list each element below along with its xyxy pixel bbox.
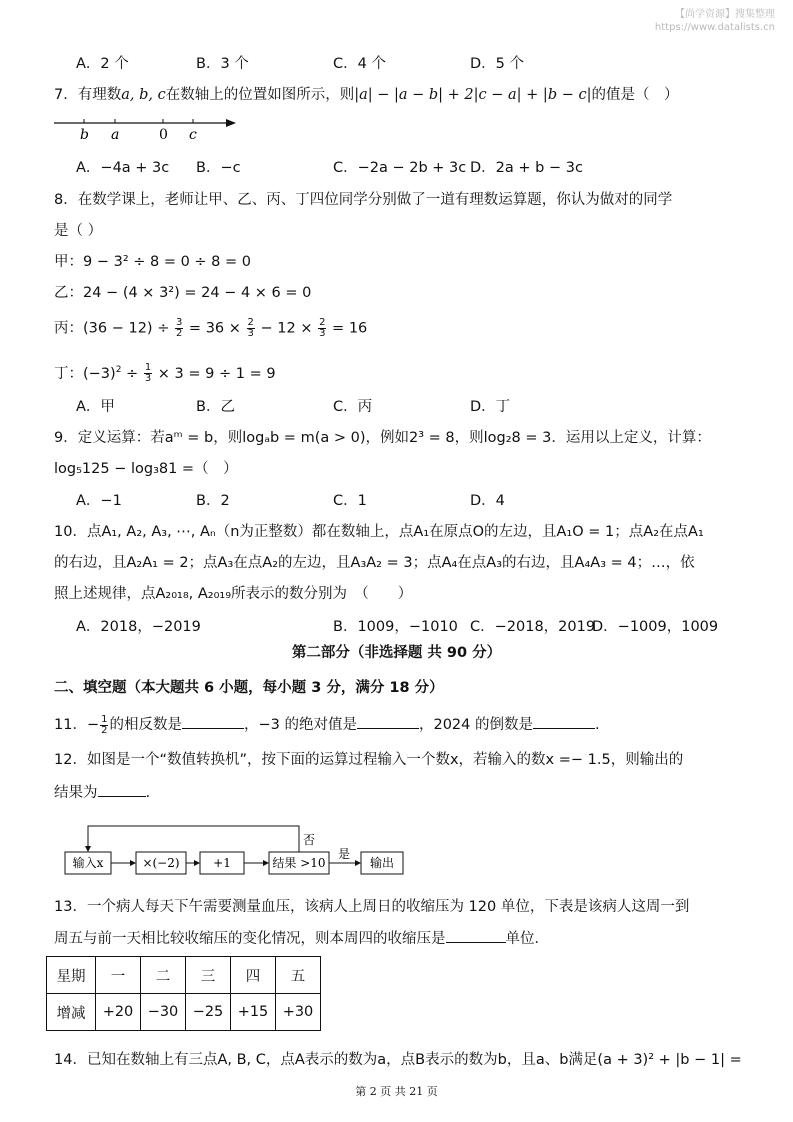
q8-option-b: B．乙 xyxy=(196,399,235,415)
flow-output-label: 输出 xyxy=(369,856,395,870)
table-cell: +20 xyxy=(96,994,141,1031)
q14-stem-line1: 14．已知在数轴上有三点A, B, C，点A表示的数为a，点B表示的数为b，且a、b满足(a + 3)² + |b − 1| = xyxy=(54,1052,742,1068)
section2-heading: 二、填空题（本大题共 6 小题，每小题 3 分，满分 18 分） xyxy=(54,680,444,696)
q13-blank xyxy=(446,928,506,943)
q6-option-b: B．3 个 xyxy=(196,56,249,72)
part2-title: 第二部分（非选择题 共 90 分） xyxy=(291,645,502,661)
q9-option-d: D．4 xyxy=(470,493,505,509)
q8-ding-label: 丁： xyxy=(54,365,83,382)
q11-part2: ，−3 的绝对值是 xyxy=(243,717,357,733)
q8-ding: 丁：$(-3)^2$ ÷ $\frac{1}{3}$ × 3 = 9 ÷ 1 = 9 xyxy=(54,362,276,385)
q9-option-b: B．2 xyxy=(196,493,230,509)
label-c: c xyxy=(189,127,197,143)
label-b: b xyxy=(80,127,89,143)
arrow-icon xyxy=(85,846,91,852)
flow-no-label: 否 xyxy=(303,833,316,847)
page-footer: 第 2 页 共 21 页 xyxy=(355,1085,438,1098)
q11-blank1 xyxy=(182,714,244,729)
q10-stem-line3: 照上述规律，点A₂₀₁₈, A₂₀₁₉所表示的数分别为 （ ） xyxy=(54,586,413,602)
q9-stem-line1: 9．定义运算：若aᵐ = b，则logₐb = m(a > 0)，例如2³ = 8，则log₂8 = 3．运用以上定义，计算： xyxy=(54,430,711,446)
flow-input-label: 输入x xyxy=(72,856,104,870)
arrow-icon xyxy=(194,860,200,866)
label-zero: 0 xyxy=(159,127,168,143)
q12-stem-line2 xyxy=(54,782,150,803)
watermark-line2: https://www.datalists.cn xyxy=(654,22,775,33)
table-cell: 星期 xyxy=(47,957,96,994)
q10-option-b: B．1009，−1010 xyxy=(333,619,458,635)
q13-line2-pre: 周五与前一天相比较收缩压的变化情况，则本周四的收缩压是 xyxy=(54,931,446,947)
q11-blank2 xyxy=(357,714,419,729)
q12-flowchart xyxy=(60,824,410,880)
q7-option-a: A．−4a + 3c xyxy=(76,160,170,176)
q7-stem xyxy=(54,85,678,105)
q8-stem-line1: 8．在数学课上，老师让甲、乙、丙、丁四位同学分别做了一道有理数运算题，你认为做对的同学 xyxy=(54,192,673,208)
table-cell: +30 xyxy=(276,994,321,1031)
table-cell: −25 xyxy=(186,994,231,1031)
q12-blank xyxy=(98,782,146,797)
flow-loop-back xyxy=(88,826,299,852)
table-cell: +15 xyxy=(231,994,276,1031)
q7-expression: |a| − |a − b| + 2|c − a| + |b − c| xyxy=(354,87,592,103)
q8-bing-label: 丙： xyxy=(54,320,83,337)
q11-part3: ，2024 的倒数是 xyxy=(418,717,533,733)
q7-number: 7． xyxy=(54,87,78,103)
q6-option-a: A．2 个 xyxy=(76,56,129,72)
q12-line2-text: 结果为 xyxy=(54,785,98,801)
q9-stem-line2: log₅125 − log₃81 =（ ） xyxy=(54,461,238,477)
q7-option-b: B．−c xyxy=(196,160,241,176)
q10-stem-line2: 的右边，且A₂A₁ = 2；点A₃在点A₂的左边，且A₃A₂ = 3；点A₄在点A₃的右边，且A₄A₃ = 4；…，依 xyxy=(54,555,695,571)
flow-plus-label: +1 xyxy=(213,856,231,870)
arrow-icon xyxy=(355,860,361,866)
table-cell: −30 xyxy=(141,994,186,1031)
arrow-icon xyxy=(263,860,269,866)
q8-yi: 乙：24 − (4 × 3²) = 24 − 4 × 6 = 0 xyxy=(54,285,312,301)
q11-part4: . xyxy=(594,717,600,733)
q10-option-c: C．−2018，2019 xyxy=(470,619,596,635)
q12-line2-end: . xyxy=(145,785,151,801)
q11-part1: 的相反数是 xyxy=(109,717,182,733)
table-cell: 增减 xyxy=(47,994,96,1031)
q11-blank3 xyxy=(533,714,595,729)
table-header-row xyxy=(47,957,321,994)
q8-jia: 甲：9 − 3² ÷ 8 = 0 ÷ 8 = 0 xyxy=(54,254,252,270)
table-cell: 五 xyxy=(276,957,321,994)
q9-option-a: A．−1 xyxy=(76,493,122,509)
q10-option-a: A．2018，−2019 xyxy=(76,619,201,635)
watermark xyxy=(655,8,775,34)
q13-stem-line1: 13．一个病人每天下午需要测量血压，该病人上周日的收缩压为 120 单位，下表是该病人这周一到 xyxy=(54,899,690,915)
table-cell: 四 xyxy=(231,957,276,994)
q8-option-d: D．丁 xyxy=(470,399,511,415)
q13-line2-post: 单位． xyxy=(505,931,549,947)
q6-option-d: D．5 个 xyxy=(470,56,524,72)
arrow-icon xyxy=(130,860,136,866)
table-cell: 一 xyxy=(96,957,141,994)
label-a: a xyxy=(111,127,120,143)
q8-option-c: C．丙 xyxy=(333,399,373,415)
flow-yes-label: 是 xyxy=(338,847,351,861)
watermark-line1: 【尚学资源】搜集整理 xyxy=(675,9,775,20)
q10-stem-line1: 10．点A₁, A₂, A₃, ⋯, Aₙ（n为正整数）都在数轴上，点A₁在原点O的左边，且A₁O = 1；点A₂在点A₁ xyxy=(54,524,704,540)
table-cell: 三 xyxy=(186,957,231,994)
q13-stem-line2 xyxy=(54,928,549,949)
q9-option-c: C．1 xyxy=(333,493,367,509)
q7-text-post: 的值是（ ） xyxy=(591,87,679,103)
q6-option-c: C．4 个 xyxy=(333,56,386,72)
q7-option-c: C．−2a − 2b + 3c xyxy=(333,160,467,176)
q10-option-d: D．−1009，1009 xyxy=(592,619,719,635)
q8-bing: 丙：(36 − 12) ÷ $\frac{3}{2}$ = 36 × $\frac{2}{3}$ − 12 × $\frac{2}{3}$ = 16 xyxy=(54,317,368,339)
q7-text-pre: 有理数 xyxy=(77,87,122,103)
q7-option-d: D．2a + b − 3c xyxy=(470,160,583,176)
q11-stem: 11．− $\frac{1}{2}$ 的相反数是 ，−3 的绝对值是 ，2024 的倒数是 . xyxy=(54,713,600,736)
q7-text-mid: 在数轴上的位置如图所示，则 xyxy=(165,87,355,103)
table-cell: 二 xyxy=(141,957,186,994)
axis-arrow-icon xyxy=(226,119,236,127)
q8-stem-line2: 是（ ） xyxy=(54,223,103,239)
q7-number-line xyxy=(50,112,250,144)
flow-times-label: ×(−2) xyxy=(142,856,180,870)
table-row xyxy=(47,994,321,1031)
q7-vars: a, b, c xyxy=(121,87,166,103)
blood-pressure-table xyxy=(46,956,321,1031)
q8-option-a: A．甲 xyxy=(76,399,115,415)
flow-condition-label: 结果 >10 xyxy=(272,856,326,870)
q11-number: 11． xyxy=(54,717,87,733)
q12-stem-line1: 12．如图是一个“数值转换机”，按下面的运算过程输入一个数x，若输入的数x =− 1.5，则输出的 xyxy=(54,752,684,768)
